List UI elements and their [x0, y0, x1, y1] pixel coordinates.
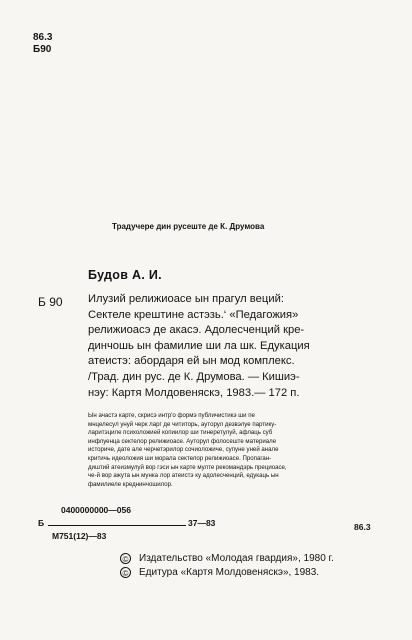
abstract-line: мнцелесул унуй черк ларг де чититорь, аутoрул дезвэлуе партику-: [88, 420, 277, 428]
abstract-line: диштий атеизмулуй вор гэси ын карте мулте рекомандэрь прециоасе,: [88, 463, 287, 471]
copyright-line: [120, 552, 334, 566]
index-code-top: 0400000000—056: [61, 505, 131, 515]
description-line: нэу: Картя Молдовеняскэ, 1983.— 172 п.: [88, 386, 300, 399]
abstract-line: критичь идеоложия ши морала сектелор релижиоасе. Пропаган-: [88, 454, 272, 462]
description-line: /Трад. дин рус. де К. Друмова. — Кишиэ-: [88, 370, 300, 383]
copyright-icon: ©: [120, 553, 131, 564]
index-class: 86.3: [354, 522, 371, 532]
description-line: Илузий релижиоасе ын прагул вeций:: [88, 293, 284, 305]
abstract-line: Ын ачастэ карте, скрисэ интр'о формэ публичистикэ ши пе: [88, 412, 255, 419]
index-prefix: Б: [38, 518, 45, 528]
copyright-icon: ©: [120, 567, 131, 578]
author-mark: Б90: [33, 44, 52, 55]
abstract-line: историче, дате але черчетэрилор сочиoложиче, супуне уней аналe: [88, 446, 279, 454]
fraction-line: [48, 525, 186, 526]
abstract-line: фамилиеле креднинчошилор.: [88, 480, 173, 488]
abstract: [88, 412, 380, 489]
index-suffix: 37—83: [188, 518, 216, 528]
abstract-line: ларитэциле психоложией копиилор ши тинеретулуй, афлаць суб: [88, 429, 273, 437]
abstract-line: инфлуенца сектелор релижиоасе. Аутoрул фолосеште материале: [88, 437, 277, 445]
translator-credit: Традучере дин русеште де К. Друмова: [112, 222, 265, 231]
description-line: атеистэ: абордаря ей ын мод комплекс.: [88, 355, 295, 368]
catalog-index: [38, 504, 378, 543]
index-code-bottom: М751(12)—83: [52, 531, 107, 541]
copyright-text: Издательство «Молодая гвардия», 1980 г.: [139, 553, 334, 564]
classification-code: 86.3: [33, 32, 53, 43]
bibliographic-description: [88, 292, 378, 401]
copyright-text: Едитура «Картя Молдовеняскэ», 1983.: [139, 567, 320, 578]
author-name: Будов А. И.: [88, 268, 162, 282]
description-line: динчошь ын фамилие ши ла шк. Едукация: [88, 339, 310, 352]
description-line: Сектеле крештине астэзь.‘ «Педагожия»: [88, 308, 299, 321]
copyright-block: [120, 552, 334, 580]
copyright-line: [120, 566, 334, 580]
description-line: релижиоасэ де акасэ. Адолесченций кре-: [88, 324, 305, 337]
bbk-mark: Б 90: [38, 295, 63, 309]
abstract-line: че-й вор ажута ын мунка лор атеистэ ку адолесченций, едукаць ын: [88, 472, 279, 480]
